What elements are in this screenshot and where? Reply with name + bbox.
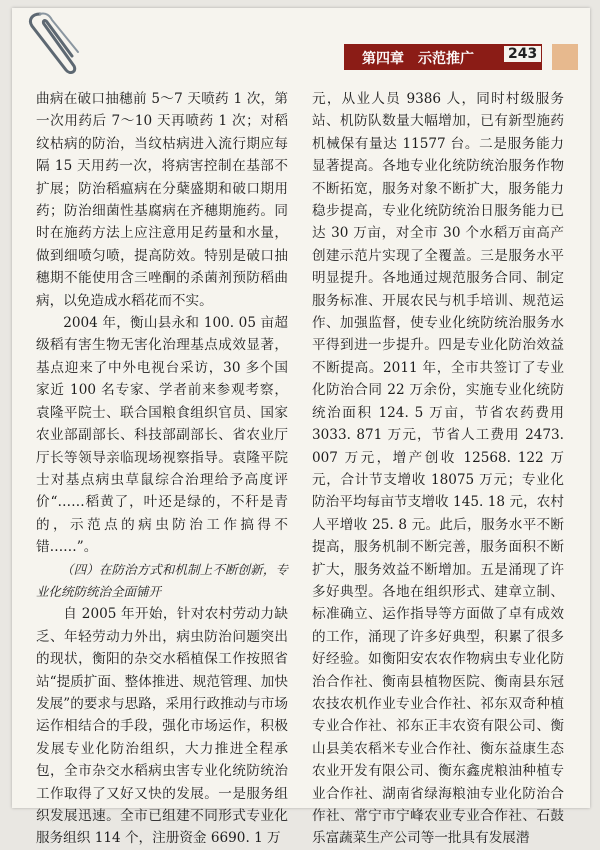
- page-tab: [552, 44, 578, 70]
- chapter-title: 第四章 示范推广: [362, 51, 474, 67]
- right-column: [312, 88, 564, 850]
- paper-clip-icon: [22, 8, 82, 78]
- book-page: [12, 8, 590, 847]
- page-number: 243: [504, 46, 541, 62]
- section-subheading: （四）在防治方式和机制上不断创新，专业化统防统治全面铺开: [36, 561, 288, 599]
- paragraph: 2004 年，衡山县永和 100. 05 亩超级稻有害生物无害化治理基点成效显著，基点迎来了中外电视台采访，30 多个国家近 100 名专家、学者前来参观考察，袁隆平院士、联合国粮食组织官员、国家农业部副部长、科技部副部长、省农业厅厅长等领导亲临现场视察指导。袁隆平院士对基点病虫草鼠综合治理给予高度评价“……稻黄了，叶还是绿的，不秆是青的，示范点的病虫防治工作搞得不错……”。: [36, 315, 288, 556]
- paragraph: 曲病在破口抽穗前 5～7 天喷药 1 次，第一次用药后 7～10 天再喷药 1 次；对稻纹枯病的防治，当纹枯病进入流行期应每隔 15 天用药一次，将病害控制在基部不扩展；防治稻瘟病在分蘖盛期和破口期用药；防治细菌性基腐病在齐穗期施药。同时在施药方法上应注意用足药量和水量，做到细喷匀喷，提高防效。特别是破口抽穗期不能使用含三唑酮的杀菌剂预防稻曲病，以免造成水稻花而不实。: [36, 91, 288, 309]
- paragraph: 自 2005 年开始，针对农村劳动力缺乏、年轻劳动力外出，病虫防治问题突出的现状，衡阳的杂交水稻植保工作按照省站“提质扩面、整体推进、规范管理、加快发展”的要求与思路，采用行政推动与市场运作相结合的手段，强化市场运作，积极发展专业化防治组织，大力推进全程承包，全市杂交水稻病虫害专业化统防统治工作取得了又好又快的发展。一是服务组织发展迅速。全市已组建不同形式专业化服务组织 114 个，注册资金 6690. 1 万: [36, 606, 288, 847]
- paragraph: 元，从业人员 9386 人，同时村级服务站、机防队数量大幅增加，已有新型施药机械保有量达 11577 台。二是服务能力显著提高。各地专业化统防统治服务作物不断拓宽，服务对象不断扩大，服务能力稳步提高，专业化统防统治日服务能力已达 30 万亩，对全市 30 个水稻万亩高产创建示范片实现了全覆盖。三是服务水平明显提升。各地通过规范服务合同、制定服务标准、开展农民与机手培训、规范运作、加强监督，使专业化统防统治服务水平得到进一步提升。四是专业化防治效益不断提高。2011 年，全市共签订了专业化防治合同 22 万余份，实施专业化统防统治面积 124. 5 万亩，节省农药费用 3033. 871 万元，节省人工费用 2473. 007 万元，增产创收 12568. 122 万元，合计节支增收 18075 万元；专业化防治平均每亩节支增收 145. 18 元，农村人平增收 25. 8 元。此后，服务水平不断提高，服务机制不断完善，服务面积不断扩大，服务效益不断增加。五是涌现了许多好典型。各地在组织形式、建章立制、标准确立、运作指导等方面做了卓有成效的工作，涌现了许多好典型，积累了很多好经验。如衡阳安农农作物病虫专业化防治合作社、衡南县植物医院、衡南县东冠农技农机作业专业合作社、祁东双奇种植专业合作社、祁东正丰农资有限公司、衡山县美农稻米专业合作社、衡东益康生态农业开发有限公司、衡东鑫虎粮油种植专业合作社、湖南省绿海粮油专业化防治合作社、常宁市宁峰农业专业合作社、石鼓乐富蔬菜生产公司等一批具有发展潜: [312, 91, 564, 847]
- left-column: [36, 88, 288, 850]
